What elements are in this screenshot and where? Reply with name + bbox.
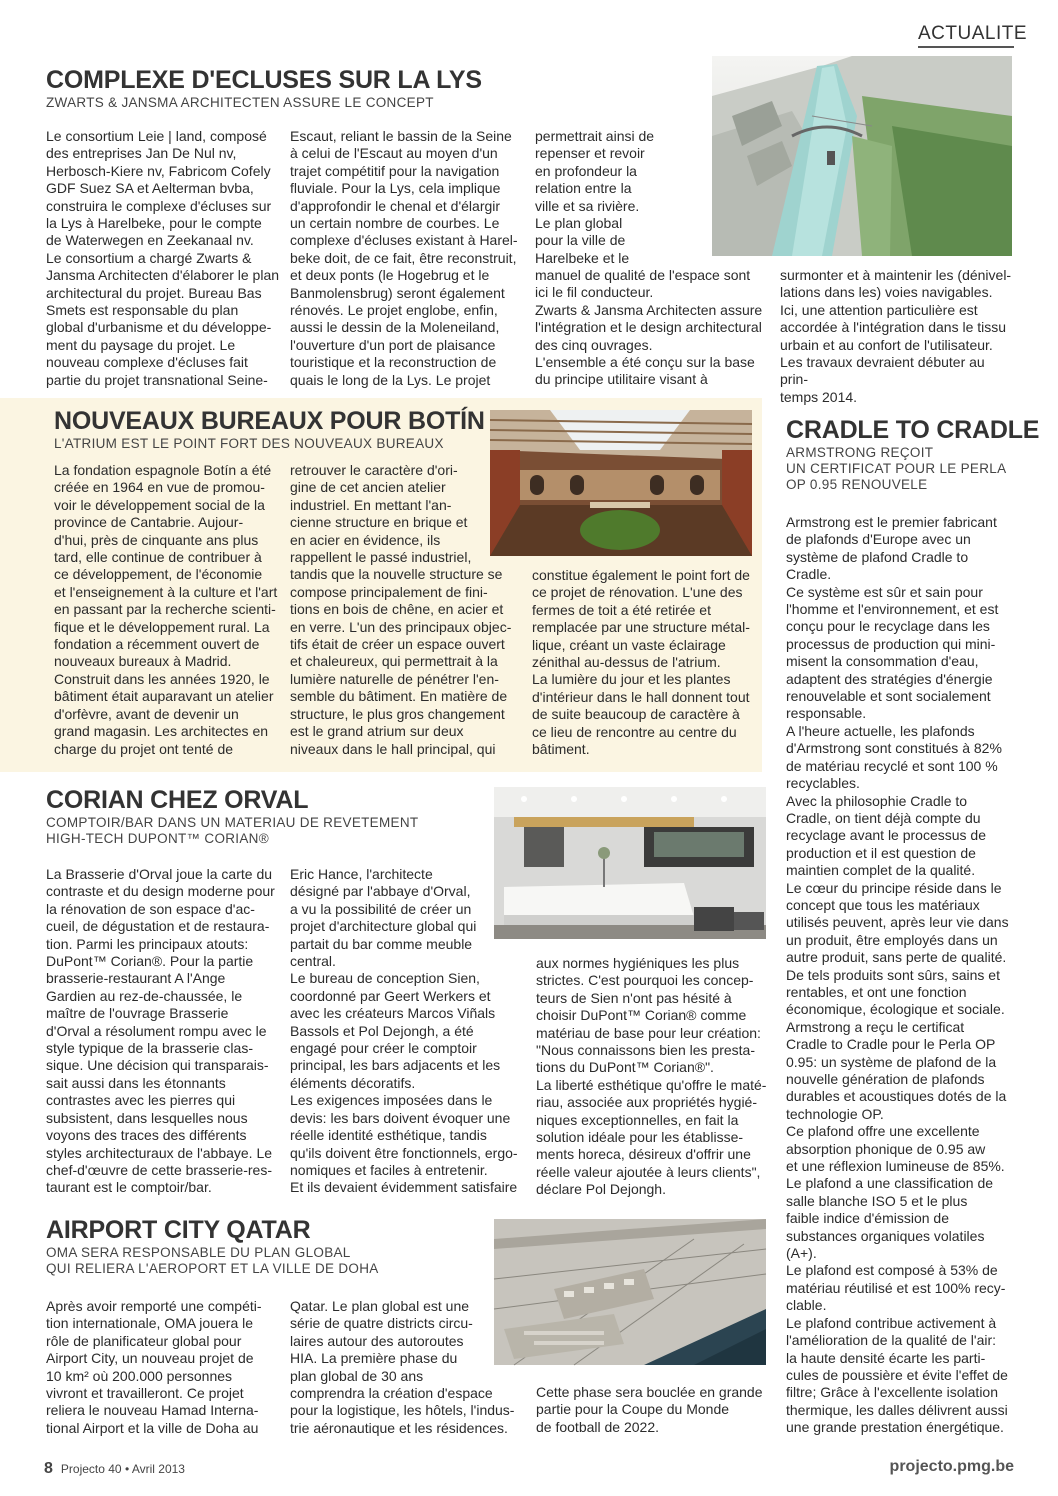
article-qatar-col3: Cette phase sera bouclée en grande partie pour la Coupe du Monde de football de 2022. <box>536 1384 763 1435</box>
article-qatar-col1: Après avoir remporté une compéti- tion internationale, OMA jouera le rôle de planificateur global pour Airport City, un nouveau projet de 10 km² où 200.000 personnes vivront et travailleront. Ce projet reliera le nouveau Hamad Interna- tional Airport et la ville de Doha au <box>46 1298 262 1436</box>
article-subtitle-orval: COMPTOIR/BAR DANS UN MATERIAU DE REVETEMENT HIGH-TECH DUPONT™ CORIAN® <box>46 815 419 846</box>
article-qatar-col2: Qatar. Le plan global est une série de quatre districts circu- laires autour des autoroutes HIA. La première phase du plan global de 30 ans comprendra la création d'espace pour la logistique, les hôtels, l'indus- trie aéronautique et les résidences. <box>290 1298 515 1436</box>
article-ecluses-col2: Escaut, reliant le bassin de la Seine à celui de l'Escaut au moyen d'un trajet compétitif pour la navigation fluviale. Pour la Lys, cela implique d'approfondir le chenal et d'élargir un certain nombre de courbes. Le complexe d'écluses existant à Harel- beke doit, de ce fait, être reconstruit, et deux ponts (le Hogebrug et le Banmolensbrug) seront également rénovés. Le projet englobe, enfin, aussi le dessin de la Moleneiland, l'ouverture d'un port de plaisance touristique et la reconstruction de quais le long de la Lys. Le projet <box>290 128 518 388</box>
issue-label: Projecto 40 • Avril 2013 <box>60 1462 185 1476</box>
article-subtitle-cradle: ARMSTRONG REÇOIT UN CERTIFICAT POUR LE PERLA OP 0.95 RENOUVELE <box>786 445 1007 492</box>
airport-city-aerial-image <box>494 1219 766 1365</box>
article-ecluses-col1: Le consortium Leie | land, composé des entreprises Jan De Nul nv, Herbosch-Kiere nv, Fabricom Cofely GDF Suez SA et Aelterman bvba, construira le complexe d'écluses sur la Lys à Harelbeke, pour le compte de Waterwegen en Zeekanaal nv. Le consortium a chargé Zwarts & Jansma Architecten d'élaborer le plan architectural du projet. Bureau Bas Smets est responsable du plan global d'urbanisme et du développe- ment du paysage du projet. Le nouveau complexe d'écluses fait partie du projet transnational Seine- <box>46 128 280 388</box>
article-title-orval: CORIAN CHEZ ORVAL <box>46 786 309 814</box>
article-title-qatar: AIRPORT CITY QATAR <box>46 1216 311 1244</box>
article-title-ecluses: COMPLEXE D'ECLUSES SUR LA LYS <box>46 66 482 94</box>
footer-url-link[interactable]: projecto.pmg.be <box>889 1458 1014 1475</box>
section-tag: ACTUALITE <box>918 22 1014 48</box>
article-cradle-body: Armstrong est le premier fabricant de plafonds d'Europe avec un système de plafond Cradle to Cradle. Ce système est sûr et sain pour l'homme et l'environnement, et est conçu pour le recyclage dans les processus de production qui mini- misent la consommation d'eau, adaptent des stratégies d'énergie renouvelable et sont socialement responsable. A l'heure actuelle, les plafonds d'Armstrong sont constitués à 82% de matériau recyclé et sont 100 % recyclables. Avec la philosophie Cradle to Cradle, on tient déjà compte du recyclage avant le processus de production et il est question de maintien complet de la qualité. Le cœur du principe réside dans le concept que tous les matériaux utilisés peuvent, après leur vie dans un produit, être employés dans un autre produit, sans perte de qualité. De tels produits sont sûrs, sains et rentables, et ont une fonction économique, écologique et sociale. Armstrong a reçu le certificat Cradle to Cradle pour le Perla OP 0.95: un système de plafond de la nouvelle génération de plafonds durables et acoustiques dotés de la technologie OP. Ce plafond offre une excellente absorption phonique de 0.95 aw et une réflexion lumineuse de 85%. Le plafond a une classification de salle blanche ISO 5 et le plus faible indice d'émission de substances organiques volatiles (A+). Le plafond est composé à 53% de matériau réutilisé et est 100% recy- clable. Le plafond contribue activement à l'amélioration de la qualité de l'air: la haute densité écarte les parti- cules de poussière et évite l'effet de filtre; Grâce à l'excellente isolation thermique, les dalles délivrent aussi une grande prestation énergétique. <box>786 514 1009 1436</box>
article-ecluses-col4: surmonter et à maintenir les (dénivel- lations dans les) voies navigables. Ici, une attention particulière est accordée à l'intégration dans le tissu urbain et au confort de l'utilisateur. Les travaux devraient débuter au prin- temps 2014. <box>780 267 1012 405</box>
article-orval-col3: aux normes hygiéniques les plus strictes. C'est pourquoi les concep- teurs de Sien n'ont pas hésité à choisir DuPont™ Corian® comme matériau de base pour leur création: "Nous connaissons bien les presta- tions du DuPont™ Corian®". La liberté esthétique qu'offre le maté- riau, associée aux propriétés hygié- niques exceptionnelles, en fait la solution idéale pour les établisse- ments horeca, désireux d'offrir une réelle valeur ajoutée à leurs clients", déclare Pol Dejongh. <box>536 955 767 1198</box>
article-ecluses-col3b: manuel de qualité de l'espace sont ici le fil conducteur. Zwarts & Jansma Architecten assure l'intégration et le design architectural des cinq ouvrages. L'ensemble a été conçu sur la base du principe utilitaire visant à <box>535 267 763 388</box>
article-ecluses-col3a: permettrait ainsi de repenser et revoir en profondeur la relation entre la ville et sa rivière. Le plan global pour la ville de Harelbeke et le <box>535 128 655 266</box>
article-title-cradle: CRADLE TO CRADLE <box>786 416 1040 444</box>
article-subtitle-ecluses: ZWARTS & JANSMA ARCHITECTEN ASSURE LE CONCEPT <box>46 95 434 110</box>
canal-rendering-image <box>712 56 1012 256</box>
page-number: 8 <box>44 1460 53 1477</box>
article-orval-col1: La Brasserie d'Orval joue la carte du contraste et du design moderne pour la rénovation de son espace d'ac- cueil, de dégustation et de restaura- tion. Parmi les principaux atouts: DuPont™ Corian®. Pour la partie brasserie-restaurant A l'Ange Gardien au rez-de-chaussée, le maître de l'ouvrage Brasserie d'Orval a résolument rompu avec le style typique de la brasserie clas- sique. Une décision qui transparais- sait aussi dans les étonnants contrastes avec les pierres qui subsistent, dans lesquelles nous voyons des traces des différents styles architecturaux de l'abbaye. Le chef-d'œuvre de cette brasserie-res- taurant est le comptoir/bar. <box>46 866 275 1196</box>
article-botin-col1: La fondation espagnole Botín a été créée en 1964 en vue de promou- voir le développement social de la province de Cantabrie. Aujour- d'hui, près de cinquante ans plus tard, elle continue de contribuer à ce développement, de l'économie et l'enseignement à la culture et l'art en passant par la recherche scienti- fique et le développement rural. La fondation a récemment ouvert de nouveaux bureaux à Madrid. Construit dans les années 1920, le bâtiment était auparavant un atelier d'orfèvre, avant de devenir un grand magasin. Les architectes en charge du projet ont tenté de <box>54 462 278 757</box>
footer-issue <box>44 1460 185 1478</box>
article-subtitle-botin: L'ATRIUM EST LE POINT FORT DES NOUVEAUX BUREAUX <box>54 436 444 451</box>
article-botin-col3: constitue également le point fort de ce projet de rénovation. L'une des fermes de toit a été retirée et remplacée par une structure métal- lique, créant un vaste éclairage zénithal au-dessus de l'atrium. La lumière du jour et les plantes d'intérieur dans le hall donnent tout de suite beaucoup de caractère à ce lieu de rencontre au centre du bâtiment. <box>532 567 750 758</box>
article-title-botin: NOUVEAUX BUREAUX POUR BOTÍN <box>54 407 485 435</box>
article-subtitle-qatar: OMA SERA RESPONSABLE DU PLAN GLOBAL QUI RELIERA L'AEROPORT ET LA VILLE DE DOHA <box>46 1245 379 1276</box>
article-orval-col2: Eric Hance, l'architecte désigné par l'abbaye d'Orval, a vu la possibilité de créer un projet d'architecture global qui partait du bar comme meuble central. Le bureau de conception Sien, coordonné par Geert Werkers et avec les créateurs Marcos Viñals Bassols et Pol Dejongh, a été engagé pour créer le comptoir principal, les bars adjacents et les éléments décoratifs. Les exigences imposées dans le devis: les bars doivent évoquer une réelle identité esthétique, tandis qu'ils doivent être fonctionnels, ergo- nomiques et faciles à entretenir. Et ils devaient évidemment satisfaire <box>290 866 518 1196</box>
orval-bar-image <box>494 787 766 939</box>
article-botin-col2: retrouver le caractère d'ori- gine de cet ancien atelier industriel. En mettant l'an- cienne structure en brique et en acier en évidence, ils rappellent le passé industriel, tandis que la nouvelle structure se compose principalement de fini- tions en bois de chêne, en acier et en verre. L'un des principaux objec- tifs était de créer un espace ouvert et chaleureux, qui permettrait à la lumière naturelle de pénétrer l'en- semble du bâtiment. En matière de structure, le plus gros changement est le grand atrium sur deux niveaux dans le hall principal, qui <box>290 462 512 757</box>
